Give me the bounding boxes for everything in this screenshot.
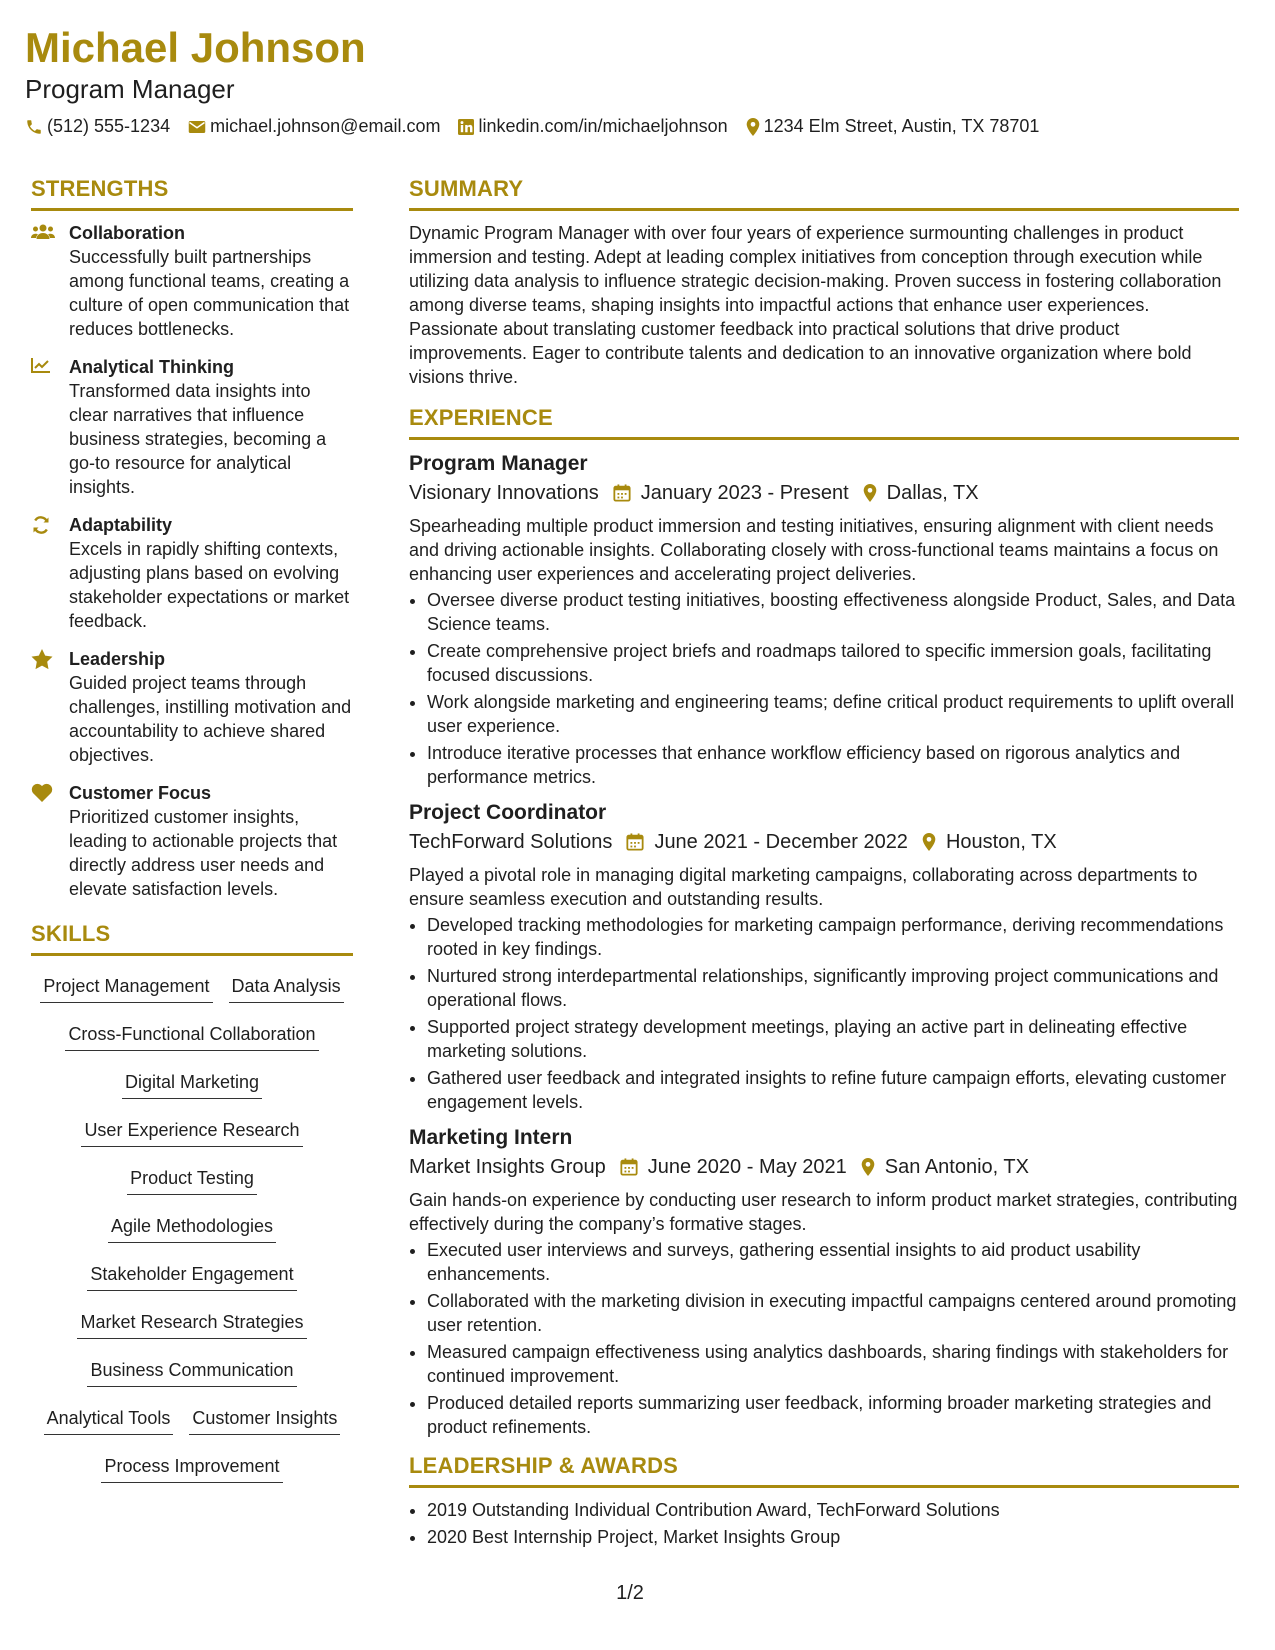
job-bullets <box>409 913 1239 1114</box>
job-bullet: • Collaborated with the marketing division in executing impactful campaigns centered around promoting user retention. <box>427 1289 1239 1337</box>
linkedin-icon <box>458 119 474 135</box>
linkedin-text[interactable]: linkedin.com/in/michaeljohnson <box>478 116 728 136</box>
heart-icon <box>31 781 69 901</box>
job-meta <box>409 478 1239 508</box>
star-icon <box>31 647 69 767</box>
job-bullet: • Gathered user feedback and integrated insights to refine future campaign efforts, elevating customer engagement levels. <box>427 1066 1239 1114</box>
job-role: Marketing Intern <box>409 1126 573 1149</box>
job-bullet: • Nurtured strong interdepartmental relationships, significantly improving project communications and operational flows. <box>427 964 1239 1012</box>
left-column <box>31 176 353 1494</box>
strength-desc: Guided project teams through challenges, instilling motivation and accountability to achieve shared objectives. <box>69 673 352 765</box>
strength-item <box>31 513 353 633</box>
strength-item <box>31 355 353 499</box>
job-desc: Gain hands-on experience by conducting user research to inform product market strategies, contributing effectively during the company’s formative stages. <box>409 1190 1238 1234</box>
map-pin-icon <box>861 1158 875 1176</box>
contact-address <box>746 116 1040 137</box>
strength-title: Customer Focus <box>69 783 212 803</box>
job-location <box>863 478 979 508</box>
job-location-text: Houston, TX <box>945 831 1057 853</box>
strength-desc: Excels in rapidly shifting contexts, adjusting plans based on evolving stakeholder expectations or market feedback. <box>69 539 350 631</box>
job-entry <box>409 1124 1239 1439</box>
job-role: Project Coordinator <box>409 801 607 824</box>
job-dates <box>626 827 908 857</box>
job-dates-text: June 2021 - December 2022 <box>654 831 908 853</box>
job-bullet: • Work alongside marketing and engineering teams; define critical product requirements to uplift overall user experience. <box>427 690 1239 738</box>
job-company: Visionary Innovations <box>409 482 599 504</box>
job-desc: Spearheading multiple product immersion and testing initiatives, ensuring alignment with client needs and driving actionable insights. Collaborating closely with cross-functional teams maintains a focus on enhancing user experiences and accelerating project deliveries. <box>409 516 1219 584</box>
phone-text: (512) 555-1234 <box>47 116 171 136</box>
contact-email[interactable] <box>188 116 440 137</box>
skill-tag: Business Communication <box>87 1354 296 1387</box>
skill-tag: Market Research Strategies <box>77 1306 306 1339</box>
strength-item <box>31 647 353 767</box>
calendar-icon <box>620 1158 638 1176</box>
map-pin-icon <box>863 484 877 502</box>
job-dates-text: January 2023 - Present <box>640 482 849 504</box>
job-meta <box>409 1152 1239 1182</box>
job-dates-text: June 2020 - May 2021 <box>647 1156 847 1178</box>
job-location-text: Dallas, TX <box>886 482 979 504</box>
job-location <box>922 827 1057 857</box>
strength-item <box>31 221 353 341</box>
skill-tag: Data Analysis <box>229 970 344 1003</box>
job-location-text: San Antonio, TX <box>884 1156 1029 1178</box>
contact-phone <box>25 116 170 137</box>
job-entry <box>409 799 1239 1114</box>
job-bullets <box>409 1238 1239 1439</box>
awards-list <box>409 1498 1239 1549</box>
calendar-icon <box>626 833 644 851</box>
map-pin-icon <box>746 118 760 136</box>
strengths-list <box>31 221 353 901</box>
strengths-heading: STRENGTHS <box>31 176 353 211</box>
candidate-title: Program Manager <box>25 74 235 104</box>
job-dates <box>613 478 849 508</box>
strength-title: Analytical Thinking <box>69 357 235 377</box>
award-item: • 2019 Outstanding Individual Contribution Award, TechForward Solutions <box>427 1498 1239 1522</box>
awards-heading: LEADERSHIP & AWARDS <box>409 1453 1239 1488</box>
skill-tag: Process Improvement <box>101 1450 282 1483</box>
strength-desc: Successfully built partnerships among functional teams, creating a culture of open communication that reduces bottlenecks. <box>69 247 350 339</box>
job-bullet: • Produced detailed reports summarizing user feedback, informing broader marketing strategies and product refinements. <box>427 1391 1239 1439</box>
skill-tag: Agile Methodologies <box>108 1210 276 1243</box>
job-desc: Played a pivotal role in managing digital marketing campaigns, collaborating across departments to ensure seamless execution and outstanding results. <box>409 865 1198 909</box>
job-company: Market Insights Group <box>409 1156 606 1178</box>
job-entry <box>409 450 1239 789</box>
calendar-icon <box>613 484 631 502</box>
job-bullet: • Oversee diverse product testing initiatives, boosting effectiveness alongside Product, Sales, and Data Science teams. <box>427 588 1239 636</box>
skill-tag: Product Testing <box>127 1162 257 1195</box>
skill-tag: Project Management <box>40 970 212 1003</box>
skill-tag: Cross-Functional Collaboration <box>65 1018 318 1051</box>
email-text[interactable]: michael.johnson@email.com <box>210 116 441 136</box>
job-bullet: • Executed user interviews and surveys, gathering essential insights to aid product usability enhancements. <box>427 1238 1239 1286</box>
strength-item <box>31 781 353 901</box>
job-bullets <box>409 588 1239 789</box>
contact-bar <box>25 116 1245 137</box>
summary-text: Dynamic Program Manager with over four years of experience surmounting challenges in product immersion and testing. Adept at leading complex initiatives from conception through execution while utilizing data analysis to influence strategic decision-making. Proven success in fostering collaboration among diverse teams, shaping insights into impactful actions that enhance user experiences. Passionate about translating customer feedback into practical solutions that drive product improvements. Eager to contribute talents and dedication to an innovative organization where bold visions thrive. <box>409 223 1222 387</box>
page-indicator: 1/2 <box>616 1582 644 1604</box>
job-company: TechForward Solutions <box>409 831 613 853</box>
job-bullet: • Measured campaign effectiveness using analytics dashboards, sharing findings with stakeholders for continued improvement. <box>427 1340 1239 1388</box>
skills-heading: SKILLS <box>31 921 353 956</box>
address-text: 1234 Elm Street, Austin, TX 78701 <box>763 116 1040 136</box>
strength-title: Adaptability <box>69 515 173 535</box>
skill-tag: Digital Marketing <box>122 1066 262 1099</box>
job-bullet: • Supported project strategy development meetings, playing an active part in delineating effective marketing solutions. <box>427 1015 1239 1063</box>
award-item: • 2020 Best Internship Project, Market Insights Group <box>427 1525 1239 1549</box>
phone-icon <box>25 118 43 136</box>
summary-heading: SUMMARY <box>409 176 1239 211</box>
job-dates <box>620 1152 847 1182</box>
skill-tag: User Experience Research <box>81 1114 302 1147</box>
candidate-name: Michael Johnson <box>25 24 366 71</box>
envelope-icon <box>188 119 206 135</box>
chart-line-icon <box>31 355 69 499</box>
contact-linkedin[interactable] <box>458 116 727 137</box>
experience-heading: EXPERIENCE <box>409 405 1239 440</box>
job-location <box>861 1152 1029 1182</box>
users-icon <box>31 221 69 341</box>
strength-desc: Transformed data insights into clear narratives that influence business strategies, becoming a go-to resource for analytical insights. <box>69 381 327 497</box>
right-column <box>409 176 1239 1552</box>
job-bullet: • Introduce iterative processes that enhance workflow efficiency based on rigorous analytics and performance metrics. <box>427 741 1239 789</box>
resume-header <box>25 22 1245 137</box>
strength-title: Collaboration <box>69 223 185 243</box>
job-meta <box>409 827 1239 857</box>
skill-tag: Analytical Tools <box>44 1402 174 1435</box>
skill-tag: Customer Insights <box>189 1402 340 1435</box>
job-role: Program Manager <box>409 452 588 475</box>
map-pin-icon <box>922 833 936 851</box>
sync-icon <box>31 513 69 633</box>
strength-title: Leadership <box>69 649 166 669</box>
job-bullet: • Developed tracking methodologies for marketing campaign performance, deriving recommendations rooted in key findings. <box>427 913 1239 961</box>
strength-desc: Prioritized customer insights, leading to actionable projects that directly address user needs and elevate satisfaction levels. <box>69 807 338 899</box>
job-bullet: • Create comprehensive project briefs and roadmaps tailored to specific immersion goals, facilitating focused discussions. <box>427 639 1239 687</box>
skill-tag: Stakeholder Engagement <box>87 1258 296 1291</box>
skills-list <box>31 966 353 1494</box>
